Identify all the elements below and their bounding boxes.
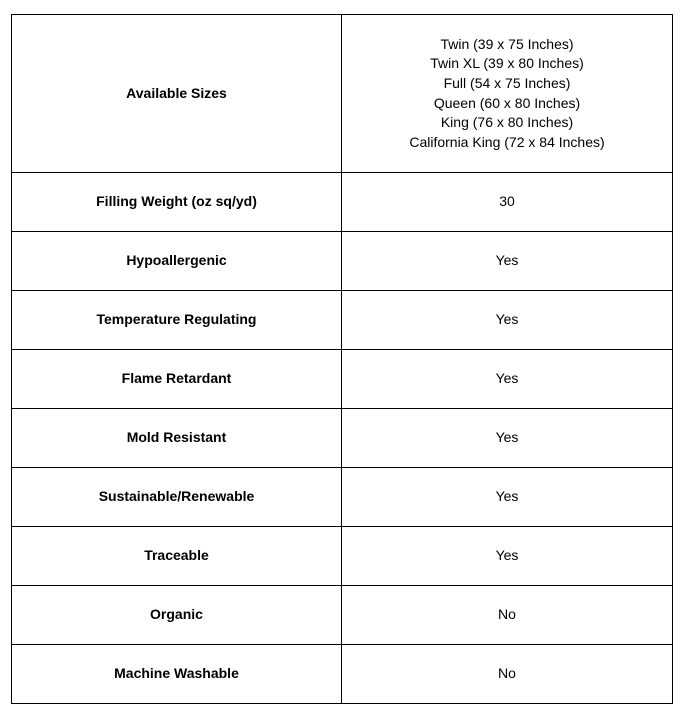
- table-row-organic: [12, 586, 673, 645]
- table-row-temperature-regulating: [12, 291, 673, 350]
- row-label-flame-retardant: Flame Retardant: [12, 350, 342, 409]
- row-label-filling-weight: Filling Weight (oz sq/yd): [12, 173, 342, 232]
- size-queen: Queen (60 x 80 Inches): [433, 94, 581, 111]
- row-value-traceable: Yes: [342, 527, 673, 586]
- row-label-mold-resistant: Mold Resistant: [12, 409, 342, 468]
- row-label-sustainable-renewable: Sustainable/Renewable: [12, 468, 342, 527]
- row-label-hypoallergenic: Hypoallergenic: [12, 232, 342, 291]
- table-row-hypoallergenic: [12, 232, 673, 291]
- table-row-available-sizes: [12, 15, 673, 173]
- row-label-available-sizes: Available Sizes: [12, 15, 342, 173]
- row-value-organic: No: [342, 586, 673, 645]
- size-california-king: California King (72 x 84 Inches): [409, 133, 605, 150]
- row-value-flame-retardant: Yes: [342, 350, 673, 409]
- table-row-traceable: [12, 527, 673, 586]
- size-full: Full (54 x 75 Inches): [443, 74, 571, 91]
- row-value-machine-washable: No: [342, 645, 673, 704]
- row-value-mold-resistant: Yes: [342, 409, 673, 468]
- table-row-sustainable-renewable: [12, 468, 673, 527]
- table-row-flame-retardant: [12, 350, 673, 409]
- row-value-filling-weight: 30: [342, 173, 673, 232]
- table-row-filling-weight: [12, 173, 673, 232]
- row-value-sustainable-renewable: Yes: [342, 468, 673, 527]
- size-king: King (76 x 80 Inches): [440, 114, 574, 131]
- spec-table: [11, 14, 673, 704]
- row-value-hypoallergenic: Yes: [342, 232, 673, 291]
- row-value-temperature-regulating: Yes: [342, 291, 673, 350]
- row-label-organic: Organic: [12, 586, 342, 645]
- table-row-mold-resistant: [12, 409, 673, 468]
- table-row-machine-washable: [12, 645, 673, 704]
- row-label-temperature-regulating: Temperature Regulating: [12, 291, 342, 350]
- row-value-available-sizes: [342, 15, 673, 173]
- size-twin: Twin (39 x 75 Inches): [440, 35, 574, 52]
- size-twin-xl: Twin XL (39 x 80 Inches): [430, 55, 584, 72]
- row-label-machine-washable: Machine Washable: [12, 645, 342, 704]
- row-label-traceable: Traceable: [12, 527, 342, 586]
